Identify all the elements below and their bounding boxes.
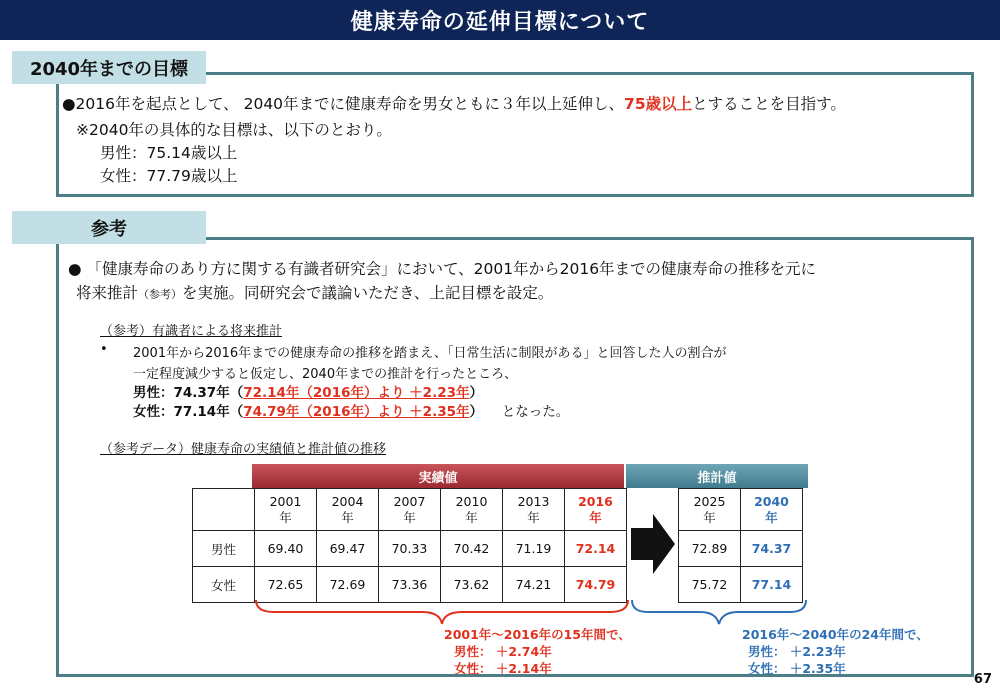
reference-line2-b: を実施。同研究会で議論いただき、上記目標を設定。 [182,284,554,302]
header-actual: 実績値 [252,464,624,488]
life-expectancy-table [192,488,803,603]
value-cell: 75.72 [679,567,741,603]
reference-tab: 参考 [12,211,206,244]
forecast-female-a: 女性：77.14年（ [133,404,244,420]
goal-tab: 2040年までの目標 [12,51,206,84]
actual-summary-line2: 男性： ＋2.74年 [454,644,552,659]
reference-line2 [76,281,553,303]
value-cell: 69.40 [255,531,317,567]
reference-line1 [68,257,816,279]
value-cell: 74.21 [503,567,565,603]
row-label: 女性 [193,567,255,603]
table-header-row [193,489,803,531]
goal-note: ※2040年の具体的な目標は、以下のとおり。 [76,121,392,139]
value-cell: 72.65 [255,567,317,603]
forecast-text-1: 2001年から2016年までの健康寿命の推移を踏まえ、「日常生活に制限がある」と回答した人の割合が [133,346,727,361]
year-cell: 2025 年 [679,489,741,531]
estimate-summary-line1: 2016年～2040年の24年間で、 [742,627,929,642]
forecast-male-a: 男性：74.37年（ [133,385,244,401]
year-cell: 2007 年 [379,489,441,531]
bullet-dot: • [100,342,108,357]
forecast-female-c: となった。 [501,404,570,420]
page-number: 67 [973,672,992,687]
table-row [193,531,803,567]
value-cell: 70.33 [379,531,441,567]
goal-highlight: 75歳以上 [624,95,693,113]
value-cell: 72.89 [679,531,741,567]
forecast-female-red: 74.79年（2016年）より ＋2.35年 [243,404,470,420]
reference-line2-small: （参考） [138,288,183,301]
reference-line2-a: 将来推計 [76,284,139,302]
actual-summary [444,626,631,677]
goal-main-b: とすることを目指す。 [692,95,846,113]
actual-brace [254,598,630,628]
bullet: ● [68,260,82,278]
value-cell-highlight: 72.14 [565,531,627,567]
year-cell: 2010 年 [441,489,503,531]
estimate-summary-line3: 女性： ＋2.35年 [748,661,846,676]
estimate-summary-line2: 男性： ＋2.23年 [748,644,846,659]
value-cell: 71.19 [503,531,565,567]
year-cell-highlight: 2016 年 [565,489,627,531]
estimate-summary [742,626,929,677]
value-cell-highlight: 74.79 [565,567,627,603]
forecast-male [133,381,483,401]
value-cell: 72.69 [317,567,379,603]
forecast-male-b: ） [469,385,483,401]
actual-summary-line3: 女性： ＋2.14年 [454,661,552,676]
goal-male: 男性：75.14歳以上 [100,144,238,162]
year-cell: 2004 年 [317,489,379,531]
value-cell: 73.36 [379,567,441,603]
reference-line1-text: 「健康寿命のあり方に関する有識者研究会」において、2001年から2016年までの健康寿命の推移を元に [86,260,817,278]
goal-female: 女性：77.79歳以上 [100,167,238,185]
year-cell: 2001 年 [255,489,317,531]
row-label: 男性 [193,531,255,567]
forecast-male-red: 72.14年（2016年）より ＋2.23年 [243,385,470,401]
value-cell-highlight: 74.37 [741,531,803,567]
value-cell: 69.47 [317,531,379,567]
year-cell-highlight: 2040 年 [741,489,803,531]
value-cell: 73.62 [441,567,503,603]
actual-summary-line1: 2001年～2016年の15年間で、 [444,627,631,642]
arrow-cell [627,489,679,603]
subheading-data: （参考データ）健康寿命の実績値と推計値の推移 [100,442,387,457]
forecast-female-b: ） [469,404,483,420]
forecast-text-2: 一定程度減少すると仮定し、2040年までの推計を行ったところ、 [133,367,518,382]
goal-main-text [62,92,846,114]
table-corner-cell [193,489,255,531]
subheading-forecast: （参考）有識者による将来推計 [100,324,283,339]
bullet: ● [62,95,76,113]
page-title: 健康寿命の延伸目標について [0,0,1000,40]
estimate-brace [630,598,808,628]
header-estimate: 推計値 [626,464,808,488]
forecast-female [133,400,569,420]
value-cell: 70.42 [441,531,503,567]
value-cell-highlight: 77.14 [741,567,803,603]
year-cell: 2013 年 [503,489,565,531]
right-arrow-icon [631,514,675,574]
goal-main-a: 2016年を起点として、 2040年までに健康寿命を男女ともに３年以上延伸し、 [75,95,625,113]
